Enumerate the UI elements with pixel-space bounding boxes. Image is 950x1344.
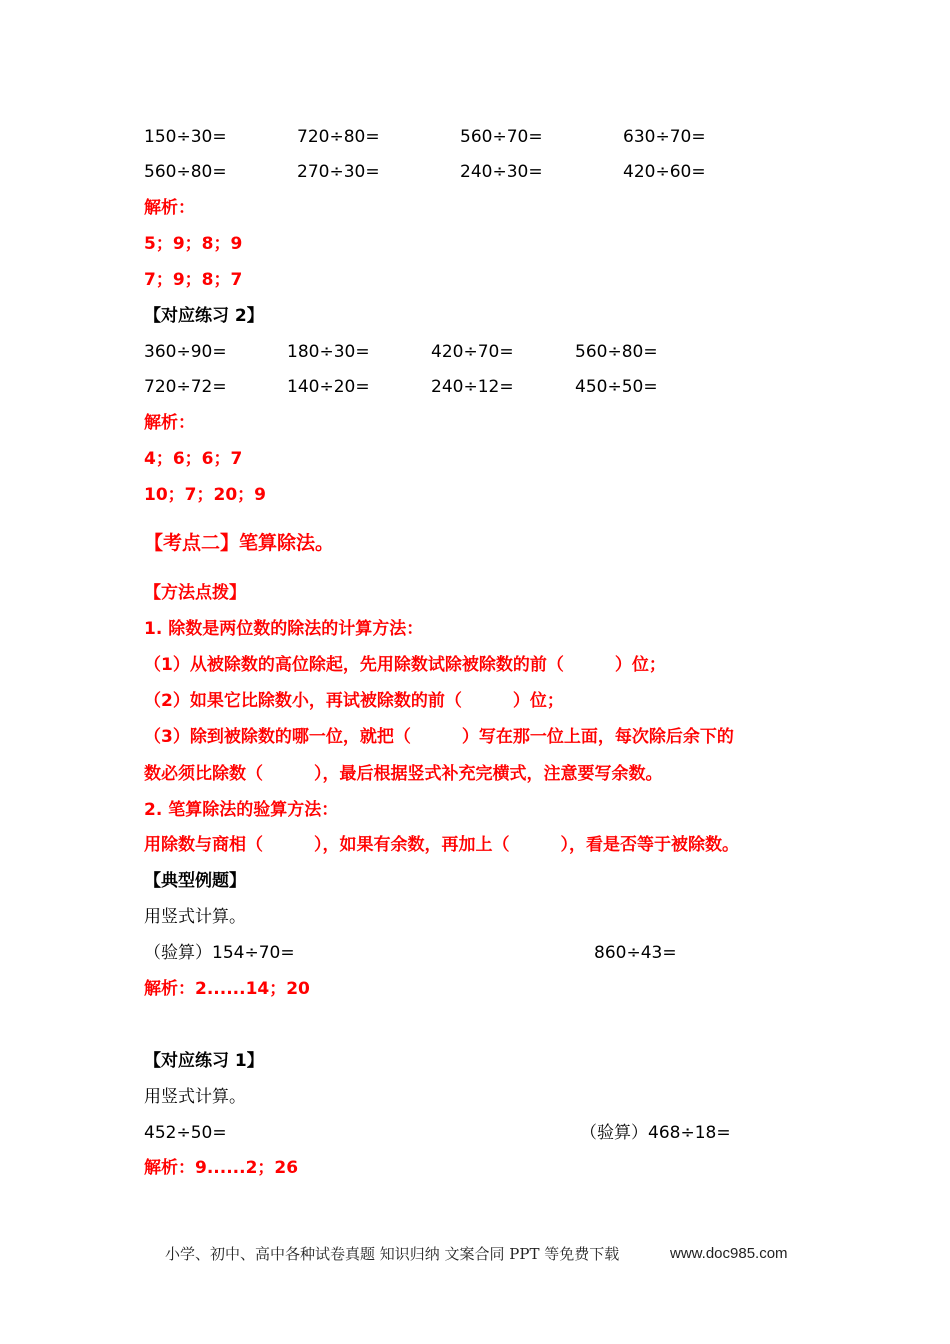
problem: 420÷60= — [623, 162, 706, 182]
analysis-line: 解析：2......14；20 — [144, 979, 310, 999]
problem: 420÷70= — [431, 342, 514, 362]
answer-line: 4；6；6；7 — [144, 449, 243, 469]
problem: 180÷30= — [287, 342, 370, 362]
section-heading: 【对应练习 2】 — [144, 306, 264, 326]
problem: 360÷90= — [144, 342, 227, 362]
problem: 270÷30= — [297, 162, 380, 182]
method-line: （1）从被除数的高位除起，先用除数试除被除数的前（ ）位； — [144, 655, 666, 675]
problem: 140÷20= — [287, 377, 370, 397]
analysis-label: 解析： — [144, 198, 195, 218]
footer-text: 小学、初中、高中各种试卷真题 知识归纳 文案合同 PPT 等免费下载 — [165, 1245, 620, 1263]
problem: （验算）154÷70= — [144, 943, 295, 963]
method-line: 1. 除数是两位数的除法的计算方法： — [144, 619, 424, 639]
problem: 720÷72= — [144, 377, 227, 397]
instruction: 用竖式计算。 — [144, 1087, 246, 1107]
answer-line: 5；9；8；9 — [144, 234, 243, 254]
section-heading: 【对应练习 1】 — [144, 1051, 264, 1071]
problem: 720÷80= — [297, 127, 380, 147]
answer-line: 10；7；20；9 — [144, 485, 266, 505]
method-line: （2）如果它比除数小，再试被除数的前（ ）位； — [144, 691, 564, 711]
problem: 450÷50= — [575, 377, 658, 397]
problem: 560÷80= — [144, 162, 227, 182]
analysis-line: 解析：9......2；26 — [144, 1158, 299, 1178]
instruction: 用竖式计算。 — [144, 907, 246, 927]
problem: 240÷12= — [431, 377, 514, 397]
answer-line: 7；9；8；7 — [144, 270, 243, 290]
method-line: 用除数与商相（ ），如果有余数，再加上（ ），看是否等于被除数。 — [144, 835, 739, 855]
problem: 240÷30= — [460, 162, 543, 182]
analysis-label: 解析： — [144, 413, 195, 433]
method-line: 数必须比除数（ ），最后根据竖式补充完横式，注意要写余数。 — [144, 764, 663, 784]
problem: 560÷70= — [460, 127, 543, 147]
method-line: 2. 笔算除法的验算方法： — [144, 800, 339, 820]
problem: 860÷43= — [594, 943, 677, 963]
problem: 630÷70= — [623, 127, 706, 147]
footer-link[interactable]: www.doc985.com — [670, 1245, 788, 1262]
section-title: 【考点二】笔算除法。 — [144, 532, 335, 554]
section-heading: 【典型例题】 — [144, 871, 246, 891]
problem: 452÷50= — [144, 1123, 227, 1143]
method-line: （3）除到被除数的哪一位，就把（ ）写在那一位上面，每次除后余下的 — [144, 727, 734, 747]
problem: 150÷30= — [144, 127, 227, 147]
problem: （验算）468÷18= — [580, 1123, 731, 1143]
method-heading: 【方法点拨】 — [144, 583, 246, 603]
problem: 560÷80= — [575, 342, 658, 362]
